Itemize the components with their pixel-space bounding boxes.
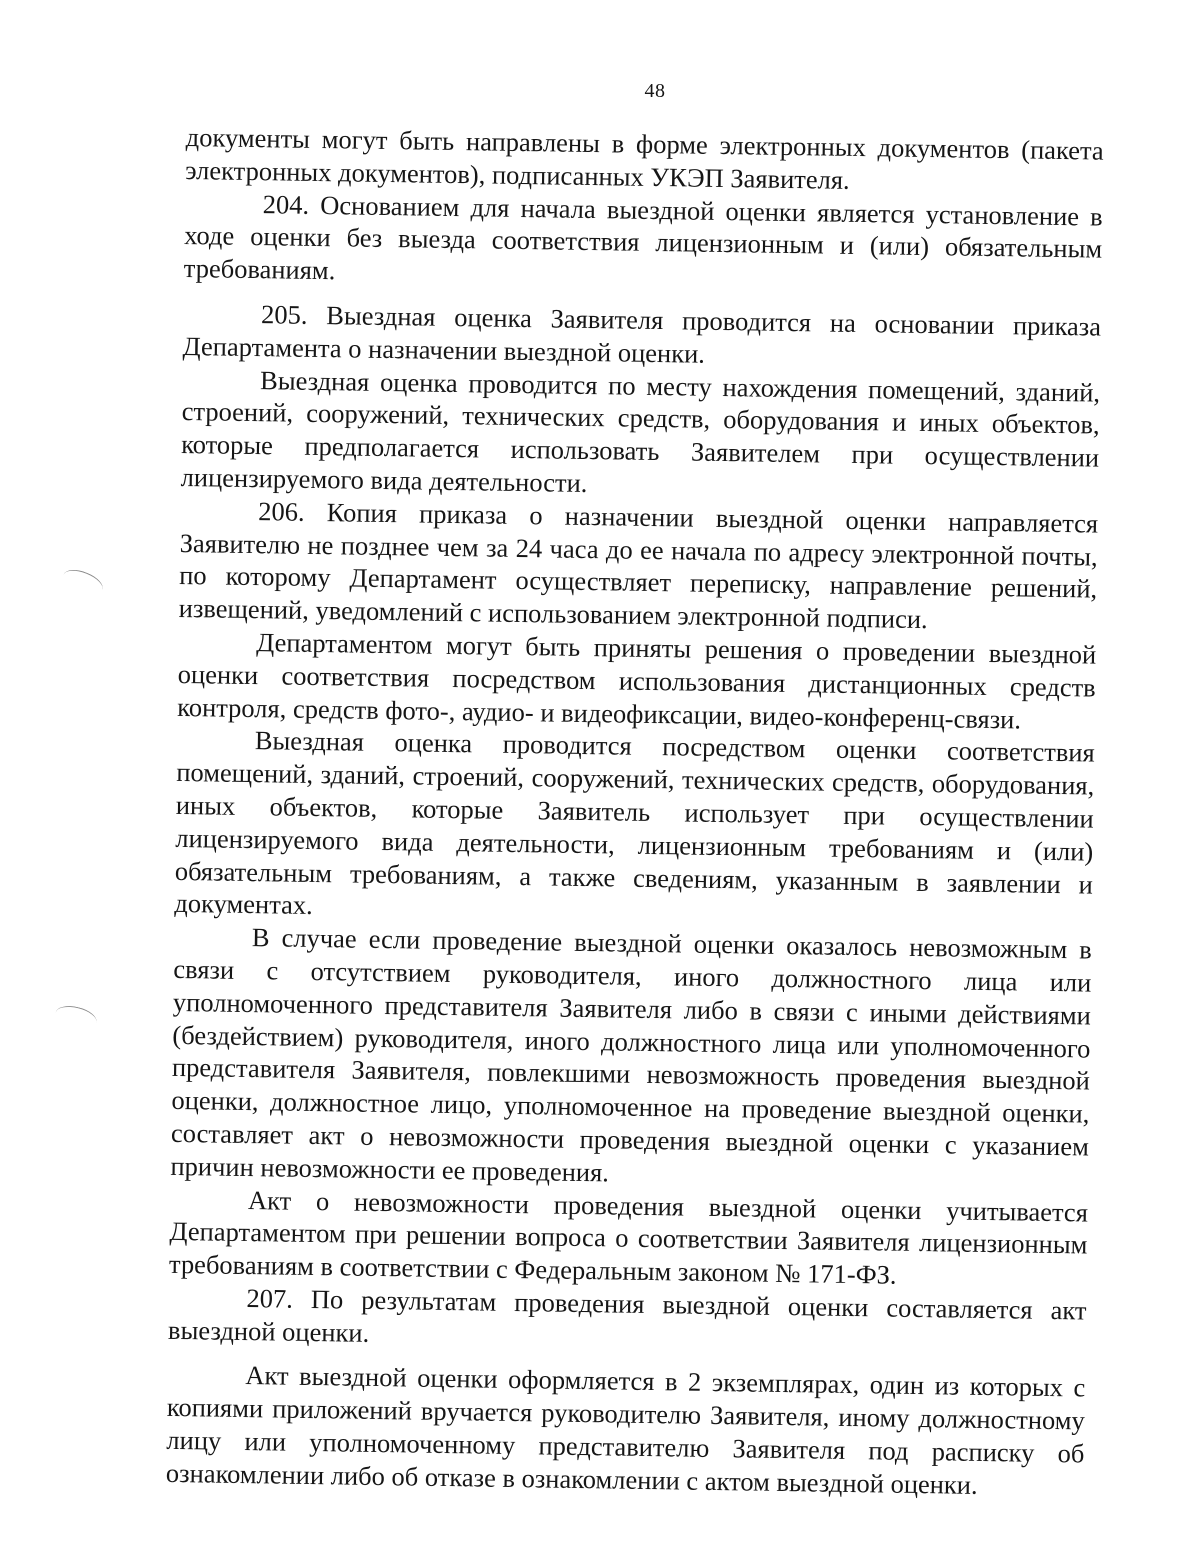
paragraph-204: 204. Основанием для начала выездной оценки является установление в ходе оценки без выезда соответствия лицензионным и (или) обязательным требованиям.	[183, 188, 1103, 286]
paragraph: Акт выездной оценки оформляется в 2 экземплярах, один из которых с копиями приложений вручается руководителю Заявителя, иному должностному лицу или уполномоченному представителю Заявителя под расписку об ознакомлении либо об отказе в ознакомлении с актом выездной оценки.	[165, 1360, 1086, 1500]
paragraph: Выездная оценка проводится по месту нахождения помещений, зданий, строений, сооружений, технических средств, оборудования и иных объектов, которые предполагается использовать Заявителем при осуществлении лицензируемого вида деятельности.	[180, 364, 1101, 498]
hole-punch-mark	[60, 565, 107, 600]
hole-punch-mark	[53, 1002, 99, 1033]
paragraph: Акт о невозможности проведения выездной оценки учитывается Департаментом при решении вопроса о соответствии Заявителя лицензионным требованиям в соответствии с Федеральным законом № 171-ФЗ.	[168, 1184, 1089, 1290]
paragraph: В случае если проведение выездной оценки оказалось невозможным в связи с отсутствием руководителя, иного должностного лица или уполномоченного представителя Заявителя либо в связи с иными действиями (бездействием) руководителя, иного должностного лица или уполномоченного представителя Заявителя, повлекшими невозможность проведения выездной оценки, должностное лицо, уполномоченное на проведение выездной оценки, составляет акт о невозможности проведения выездной оценки с указанием причин невозможности ее проведения.	[170, 922, 1093, 1188]
document-body	[166, 121, 1104, 1503]
paragraph-207: 207. По результатам проведения выездной оценки составляется акт выездной оценки.	[167, 1282, 1087, 1348]
paragraph: Департаментом могут быть приняты решения о проведении выездной оценки соответствия посредством использования дистанционных средств контроля, средств фото-, аудио- и видеофиксации, видео-конференц-связи.	[177, 627, 1097, 734]
paragraph-206: 206. Копия приказа о назначении выездной оценки направляется Заявителю не позднее чем за 24 часа до ее начала по адресу электронной почты, по которому Департамент осуществляет переписку, направление решений, извещений, уведомлений с использованием электронной подписи.	[178, 495, 1099, 635]
paragraph: Выездная оценка проводится посредством оценки соответствия помещений, зданий, строений, сооружений, технических средств, оборудования, иных объектов, которые Заявитель использует при осуществлении лицензируемого вида деятельности, лицензионным требованиям и (или) обязательным требованиям, а также сведениям, указанным в заявлении и документах.	[174, 725, 1095, 921]
paragraph: документы могут быть направлены в форме электронных документов (пакета электронных документов), подписанных УКЭП Заявителя.	[185, 121, 1104, 195]
page-number: 48	[644, 80, 666, 102]
paragraph-205: 205. Выездная оценка Заявителя проводится на основании приказа Департамента о назначении выездной оценки.	[182, 299, 1102, 369]
